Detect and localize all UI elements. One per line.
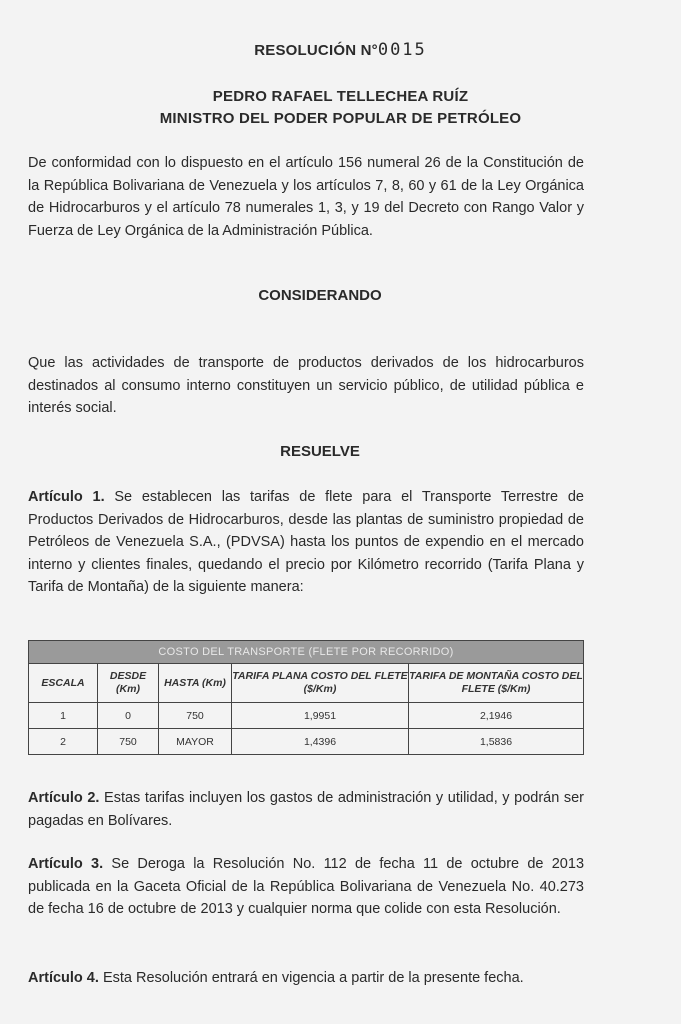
cell-plana: 1,4396 xyxy=(232,729,409,755)
minister-title: MINISTRO DEL PODER POPULAR DE PETRÓLEO xyxy=(159,110,522,127)
resolution-label: RESOLUCIÓN N° xyxy=(254,42,378,59)
cell-montana: 1,5836 xyxy=(409,729,584,755)
article-1-label: Artículo 1. xyxy=(28,489,105,505)
resuelve-heading: RESUELVE xyxy=(280,443,360,460)
considerando-heading: CONSIDERANDO xyxy=(258,287,382,304)
header-desde: DESDE (Km) xyxy=(98,664,159,703)
article-3-label: Artículo 3. xyxy=(28,856,104,872)
article-4 xyxy=(28,967,584,990)
header-escala: ESCALA xyxy=(29,664,98,703)
cell-desde: 750 xyxy=(98,729,159,755)
article-1 xyxy=(28,486,584,599)
header-tarifa-montana: TARIFA DE MONTAÑA COSTO DEL FLETE ($/Km) xyxy=(409,664,584,703)
header-tarifa-plana: TARIFA PLANA COSTO DEL FLETE ($/Km) xyxy=(232,664,409,703)
freight-rates-table xyxy=(28,640,584,755)
article-4-label: Artículo 4. xyxy=(28,970,99,986)
cell-plana: 1,9951 xyxy=(232,703,409,729)
cell-montana: 2,1946 xyxy=(409,703,584,729)
table-row xyxy=(29,703,584,729)
cell-hasta: MAYOR xyxy=(159,729,232,755)
table-row xyxy=(29,729,584,755)
article-2 xyxy=(28,787,584,832)
minister-name: PEDRO RAFAEL TELLECHEA RUÍZ xyxy=(212,88,469,105)
cell-escala: 2 xyxy=(29,729,98,755)
resolution-number: 0015 xyxy=(377,40,427,60)
article-3-text: Se Deroga la Resolución No. 112 de fecha 11 de octubre de 2013 publicada en la Gaceta Oficial de la República Bolivariana de Venezuela No. 40.273 de fecha 16 de octubre de 2013 y cualquier norma que colide con esta Resolución. xyxy=(28,856,585,917)
header-hasta: HASTA (Km) xyxy=(159,664,232,703)
article-2-label: Artículo 2. xyxy=(28,790,100,806)
table-caption: COSTO DEL TRANSPORTE (FLETE POR RECORRIDO) xyxy=(29,641,584,664)
considerando-paragraph: Que las actividades de transporte de productos derivados de los hidrocarburos destinados al consumo interno constituyen un servicio público, de utilidad pública e interés social. xyxy=(28,355,584,416)
resolution-title xyxy=(0,40,681,60)
article-3 xyxy=(28,853,584,921)
article-4-text: Esta Resolución entrará en vigencia a partir de la presente fecha. xyxy=(102,970,524,986)
article-1-text: Se establecen las tarifas de flete para el Transporte Terrestre de Productos Derivados de Hidrocarburos, desde las plantas de suministro propiedad de Petróleos de Venezuela S.A., (PDVSA) hasta los puntos de expendio en el mercado interno y clientes finales, quedando el precio por Kilómetro recorrido (Tarifa Plana y Tarifa de Montaña) de la siguiente manera: xyxy=(28,489,584,595)
preamble-paragraph: De conformidad con lo dispuesto en el artículo 156 numeral 26 de la Constitución de la República Bolivariana de Venezuela y los artículos 7, 8, 60 y 61 de la Ley Orgánica de Hidrocarburos y el artículo 78 numerales 1, 3, y 19 del Decreto con Rango Valor y Fuerza de Ley Orgánica de la Administración Pública. xyxy=(28,155,584,239)
article-2-text: Estas tarifas incluyen los gastos de administración y utilidad, y podrán ser pagadas en Bolívares. xyxy=(28,790,585,829)
cell-hasta: 750 xyxy=(159,703,232,729)
cell-escala: 1 xyxy=(29,703,98,729)
cell-desde: 0 xyxy=(98,703,159,729)
